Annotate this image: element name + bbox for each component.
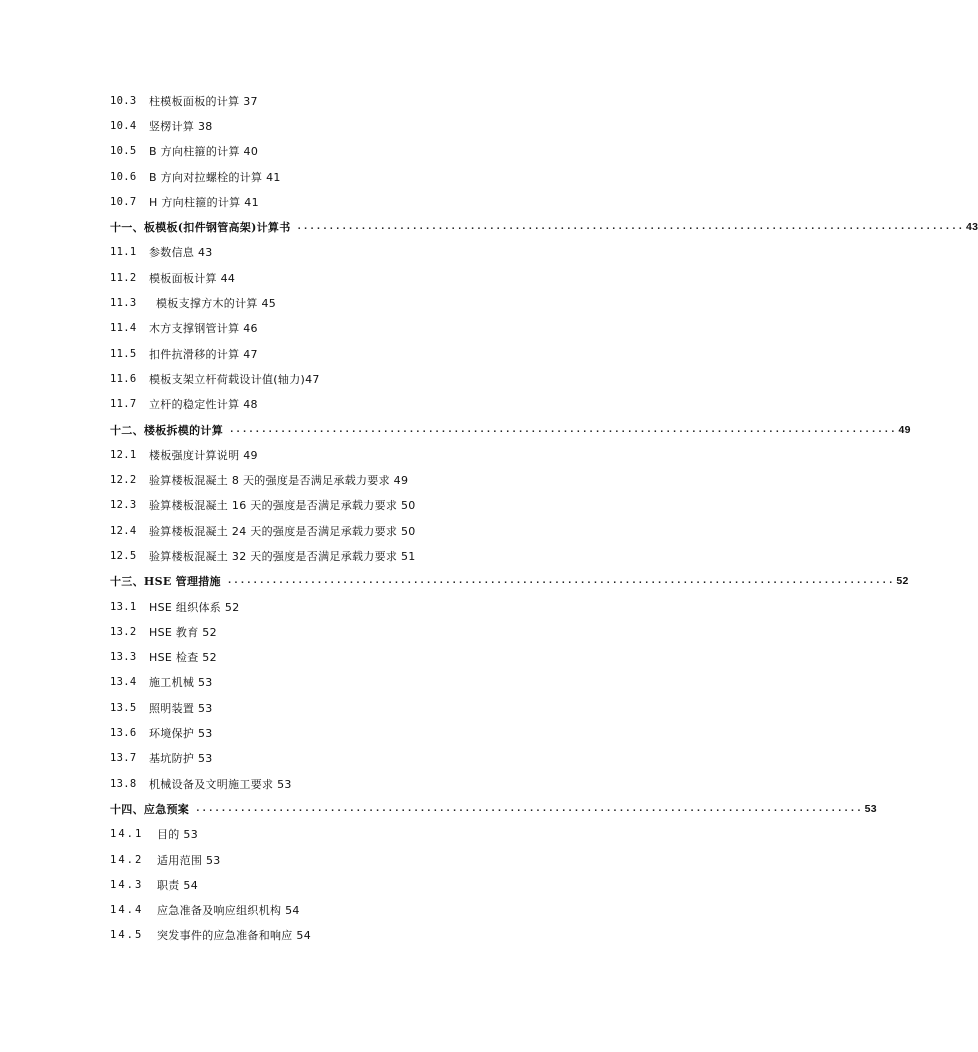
- toc-chapter[interactable]: [110, 796, 877, 821]
- toc-item-number: 10.5: [110, 145, 137, 158]
- toc-item-title: 施工机械 53: [149, 676, 213, 690]
- toc-item[interactable]: [110, 139, 696, 164]
- toc-item[interactable]: [110, 594, 696, 619]
- toc-item-title: 职责 54: [157, 878, 198, 892]
- toc-item[interactable]: [110, 189, 696, 214]
- toc-item-number: 12.1: [110, 448, 137, 461]
- toc-item-title: 楼板强度计算说明 49: [149, 448, 258, 462]
- toc-item[interactable]: [110, 392, 696, 417]
- toc-item-number: 12.5: [110, 549, 137, 562]
- toc-item-title: 环境保护 53: [149, 727, 213, 741]
- toc-item[interactable]: [110, 619, 696, 644]
- dot-leader: ........................................................................................................: [195, 803, 863, 814]
- dot-leader: ........................................................................................................: [229, 424, 897, 435]
- toc-item-number: 12.2: [110, 474, 137, 487]
- toc-item-title: HSE 教育 52: [149, 625, 217, 639]
- toc-item-number: 11.6: [110, 372, 137, 385]
- toc-chapter-title: 十四、应急预案: [110, 802, 190, 816]
- toc-item-number: 13.2: [110, 625, 137, 638]
- toc-item[interactable]: [110, 695, 696, 720]
- toc-item-title: HSE 检查 52: [149, 651, 217, 665]
- toc-item[interactable]: [110, 822, 696, 847]
- toc-item[interactable]: [110, 442, 696, 467]
- toc-item-title: HSE 组织体系 52: [149, 600, 240, 614]
- toc-item-number: 14.5: [110, 929, 144, 942]
- toc-item-number: 14.2: [110, 853, 144, 866]
- toc-item[interactable]: [110, 316, 696, 341]
- toc-item[interactable]: [110, 240, 696, 265]
- toc-item-title: 验算楼板混凝土 16 天的强度是否满足承载力要求 50: [149, 499, 416, 513]
- toc-chapter-page: 53: [864, 802, 877, 815]
- toc-chapter[interactable]: [110, 214, 978, 239]
- toc-item-number: 14.4: [110, 904, 144, 917]
- toc-item-title: H 方向柱箍的计算 41: [149, 195, 259, 209]
- toc-item-number: 14.3: [110, 878, 144, 891]
- toc-item-title: 机械设备及文明施工要求 53: [149, 777, 292, 791]
- toc-item-number: 11.2: [110, 271, 137, 284]
- toc-item-number: 11.7: [110, 398, 137, 411]
- toc-item-number: 13.7: [110, 752, 137, 765]
- toc-item[interactable]: [110, 290, 696, 315]
- toc-item[interactable]: [110, 113, 696, 138]
- toc-item[interactable]: [110, 493, 696, 518]
- toc-item-title: 模板支撑方木的计算 45: [156, 297, 277, 311]
- toc-item-title: 扣件抗滑移的计算 47: [149, 347, 258, 361]
- toc-item-title: 模板面板计算 44: [149, 271, 236, 285]
- toc-item-number: 13.8: [110, 777, 137, 790]
- toc-item-number: 10.6: [110, 170, 137, 183]
- toc-item-number: 13.5: [110, 701, 137, 714]
- toc-item-title: 模板支架立杆荷载设计值(轴力)47: [149, 372, 320, 386]
- toc-item-title: B 方向对拉螺栓的计算 41: [149, 170, 281, 184]
- toc-item-number: 13.4: [110, 676, 137, 689]
- toc-item[interactable]: [110, 720, 696, 745]
- toc-item-title: 参数信息 43: [149, 246, 213, 260]
- toc-item[interactable]: [110, 366, 696, 391]
- dot-leader: ........................................................................................................: [296, 222, 965, 233]
- toc-chapter-title: 十三、HSE 管理措施: [110, 575, 221, 589]
- toc-item-number: 13.1: [110, 600, 137, 613]
- toc-item-number: 11.3: [110, 297, 137, 310]
- toc-item[interactable]: [110, 164, 696, 189]
- toc-item[interactable]: [110, 872, 696, 897]
- toc-item-title: 适用范围 53: [157, 853, 221, 867]
- toc-item[interactable]: [110, 746, 696, 771]
- toc-item-number: 10.3: [110, 94, 137, 107]
- toc-item-number: 13.6: [110, 727, 137, 740]
- toc-item-number: 13.3: [110, 651, 137, 664]
- toc-item-title: 验算楼板混凝土 8 天的强度是否满足承载力要求 49: [149, 474, 409, 488]
- toc-item-title: 目的 53: [157, 828, 198, 842]
- toc-item-title: B 方向柱箍的计算 40: [149, 145, 259, 159]
- toc-item-number: 12.3: [110, 499, 137, 512]
- toc-item[interactable]: [110, 898, 696, 923]
- toc-chapter-page: 49: [898, 423, 911, 436]
- toc-item-title: 立杆的稳定性计算 48: [149, 398, 258, 412]
- toc-item[interactable]: [110, 518, 696, 543]
- toc-item[interactable]: [110, 341, 696, 366]
- toc-item[interactable]: [110, 645, 696, 670]
- toc-item[interactable]: [110, 265, 696, 290]
- toc-chapter-page: 43: [966, 221, 978, 234]
- toc-item[interactable]: [110, 467, 696, 492]
- toc-item-number: 11.5: [110, 347, 137, 360]
- toc-item-number: 11.4: [110, 322, 137, 335]
- toc-item-title: 木方支撑钢管计算 46: [149, 322, 258, 336]
- toc-item-number: 14.1: [110, 828, 144, 841]
- toc-item[interactable]: [110, 670, 696, 695]
- dot-leader: ........................................................................................................: [226, 576, 895, 587]
- toc-item[interactable]: [110, 847, 696, 872]
- toc-item-title: 竖楞计算 38: [149, 119, 213, 133]
- toc-item-title: 柱模板面板的计算 37: [149, 94, 258, 108]
- toc-item-title: 照明装置 53: [149, 701, 213, 715]
- toc-item-title: 验算楼板混凝土 32 天的强度是否满足承载力要求 51: [149, 549, 416, 563]
- toc-item[interactable]: [110, 543, 696, 568]
- toc-chapter-title: 十二、楼板拆模的计算: [110, 423, 223, 437]
- toc-item-number: 11.1: [110, 246, 137, 259]
- toc-item-number: 10.7: [110, 195, 137, 208]
- toc-item[interactable]: [110, 88, 696, 113]
- toc-item-number: 12.4: [110, 524, 137, 537]
- toc-item-title: 验算楼板混凝土 24 天的强度是否满足承载力要求 50: [149, 524, 416, 538]
- toc-item[interactable]: [110, 923, 696, 948]
- toc-item-number: 10.4: [110, 119, 137, 132]
- toc-item-title: 基坑防护 53: [149, 752, 213, 766]
- toc-chapter-title: 十一、板模板(扣件钢管高架)计算书: [110, 221, 291, 235]
- toc-item-title: 突发事件的应急准备和响应 54: [157, 929, 311, 943]
- toc-chapter[interactable]: [110, 569, 909, 594]
- toc-chapter-page: 52: [896, 575, 909, 588]
- table-of-contents: [110, 88, 978, 948]
- toc-item-title: 应急准备及响应组织机构 54: [157, 904, 300, 918]
- toc-chapter[interactable]: [110, 417, 911, 442]
- toc-item[interactable]: [110, 771, 696, 796]
